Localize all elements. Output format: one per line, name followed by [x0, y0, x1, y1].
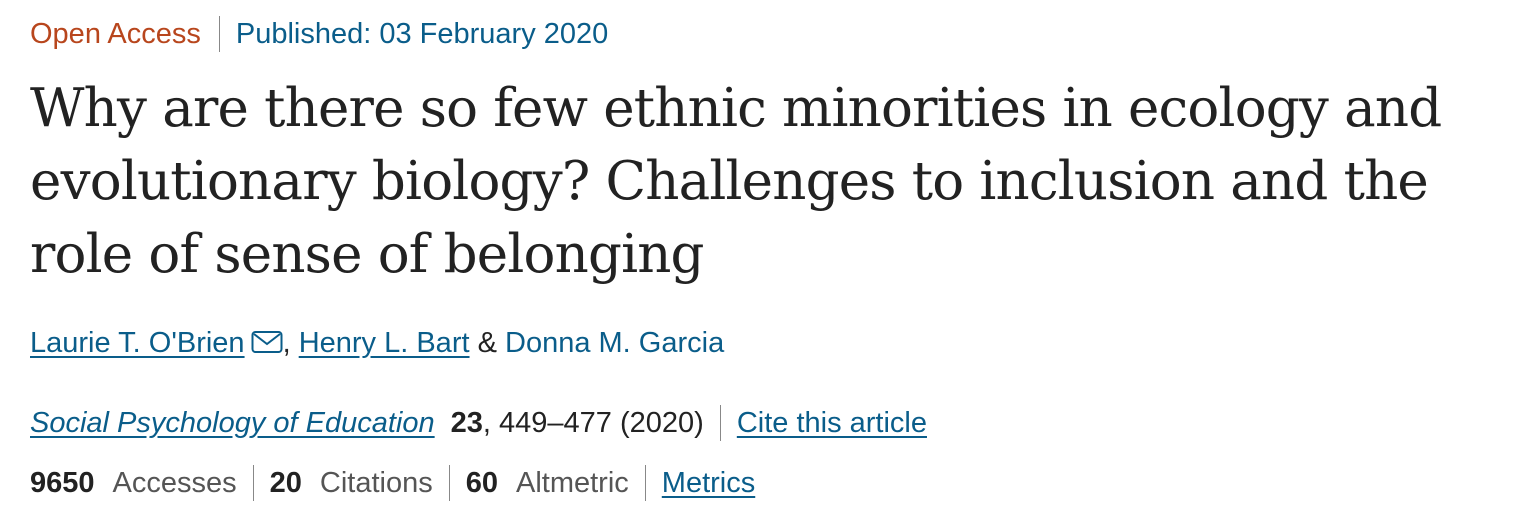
- citation-line: [30, 402, 927, 444]
- author-separator: &: [469, 327, 505, 359]
- citations-label: Citations: [319, 467, 433, 499]
- accesses-label: Accesses: [112, 467, 237, 499]
- journal-link[interactable]: Social Psychology of Education: [30, 407, 435, 439]
- author-link-obrien[interactable]: Laurie T. O'Brien: [30, 327, 245, 359]
- cite-this-article-link[interactable]: Cite this article: [736, 407, 927, 439]
- pages-year: , 449–477 (2020): [482, 407, 704, 439]
- article-title: Why are there so few ethnic minorities in ecology and evolutionary biology? Challenges to inclusion and the role of sense of belonging: [30, 78, 1442, 285]
- altmetric-label: Altmetric: [515, 467, 629, 499]
- divider: [720, 405, 721, 441]
- published-date: Published: 03 February 2020: [235, 18, 609, 50]
- metrics-row: [30, 462, 755, 504]
- divider: [645, 465, 646, 501]
- mail-icon[interactable]: [251, 324, 283, 366]
- author-separator: ,: [282, 327, 299, 359]
- citations-count: 20: [269, 467, 302, 499]
- metrics-link[interactable]: Metrics: [661, 467, 756, 499]
- article-meta-top: [30, 14, 608, 54]
- accesses-count: 9650: [30, 467, 95, 499]
- altmetric-count: 60: [465, 467, 498, 499]
- author-list: [30, 322, 724, 366]
- author-link-bart[interactable]: Henry L. Bart: [298, 327, 470, 359]
- divider: [219, 16, 220, 52]
- open-access-badge: Open Access: [30, 18, 201, 50]
- divider: [253, 465, 254, 501]
- divider: [449, 465, 450, 501]
- volume-number: 23: [450, 407, 483, 439]
- author-garcia[interactable]: Donna M. Garcia: [505, 327, 725, 359]
